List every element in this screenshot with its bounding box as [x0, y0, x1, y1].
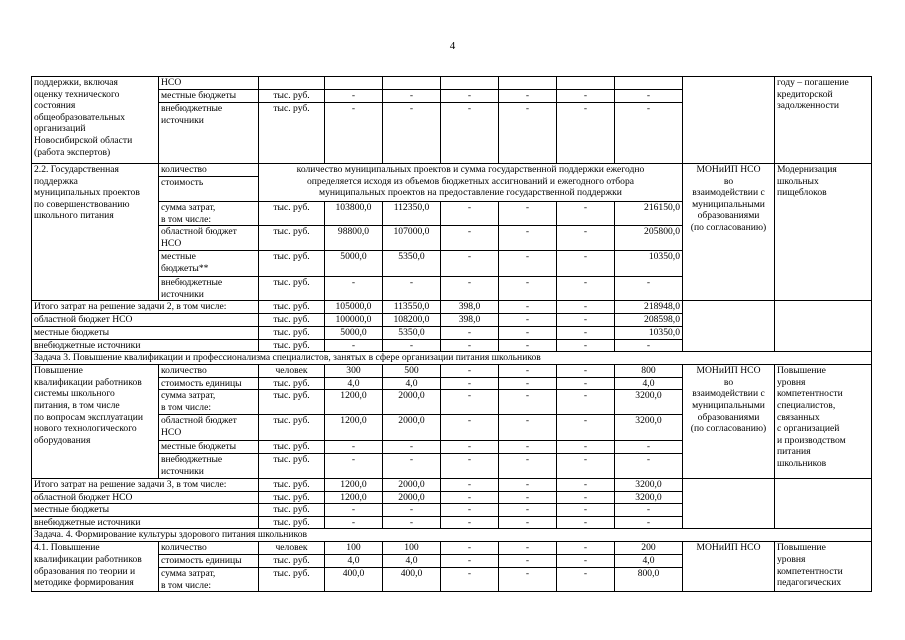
indicator-name: сумма затрат, в том числе: [159, 567, 259, 591]
unit-cell: тыс. руб. [259, 567, 325, 591]
merged-note: количество муниципальных проектов и сумма государственной поддержки ежегодно определяется исходя из объемов бюджетных ассигнований и ежегодного отбора муниципальных проектов на предоставление государственной поддержки [259, 164, 683, 202]
table-row: сумма затрат, в том числе: тыс. руб. 400,0 400,0 - - - 800,0 [32, 567, 872, 591]
expected-result: Повышение уровня компетентности специалистов, связанных с организацией и производством питания школьников [775, 365, 872, 478]
indicator-name: стоимость [159, 177, 259, 202]
indicator-name: внебюджетные источники [159, 103, 259, 164]
table-row: сумма затрат, в том числе: тыс. руб. 1200,0 2000,0 - - - 3200,0 [32, 390, 872, 415]
table-row: стоимость единицы тыс. руб. 4,0 4,0 - - - 4,0 [32, 555, 872, 568]
table-row: внебюджетные источники тыс. руб. - - - - - - [32, 454, 872, 478]
indicator-name: областной бюджет НСО [159, 415, 259, 441]
program-activities-table [31, 76, 872, 592]
unit-cell: тыс. руб. [259, 441, 325, 454]
table-row [32, 529, 872, 542]
expected-result: Повышение уровня компетентности педагогических [775, 542, 872, 592]
table-row: Итого затрат на решение задачи 2, в том числе: тыс. руб. 105000,0 113550,0 398,0 - - 218948,0 [32, 301, 872, 314]
page-number: 4 [449, 40, 456, 52]
unit-cell: тыс. руб. [259, 251, 325, 277]
executor-cell: МОНиИП НСО [683, 542, 775, 592]
unit-cell: тыс. руб. [259, 277, 325, 301]
indicator-name: количество [159, 542, 259, 555]
indicator-name: количество [159, 365, 259, 378]
executor-cell: МОНиИП НСО во взаимодействии с муниципальными образованиями (по согласованию) [683, 365, 775, 478]
executor-cell [683, 77, 775, 164]
indicator-name: внебюджетные источники [159, 277, 259, 301]
unit-cell: тыс. руб. [259, 202, 325, 226]
indicator-name: сумма затрат, в том числе: [159, 202, 259, 226]
activity-name: 2.2. Государственная поддержка муниципальных проектов по совершенствованию школьного питания [32, 164, 159, 301]
task-header: Задача. 4. Формирование культуры здорового питания школьников [32, 529, 872, 542]
indicator-name: внебюджетные источники [159, 454, 259, 478]
table-row: местные бюджеты тыс. руб. - - - - - - [32, 90, 872, 103]
table-row: местные бюджеты** тыс. руб. 5000,0 5350,0 - - - 10350,0 [32, 251, 872, 277]
unit-cell: тыс. руб. [259, 103, 325, 164]
table-row: сумма затрат, в том числе: тыс. руб. 103800,0 112350,0 - - - 216150,0 [32, 202, 872, 226]
table-row: местные бюджеты тыс. руб. 5000,0 5350,0 - - - 10350,0 [32, 326, 872, 339]
expected-result: Модернизация школьных пищеблоков [775, 164, 872, 301]
table-row [32, 164, 872, 177]
table-row: Повышение квалификации работников системы школьного питания, в том числе по вопросам эксплуатации нового технологического оборудования количество человек 300 500 - - - 800 МОНиИП НСО во взаимодействии с муниципальными образованиями (по согласованию) Повышение уровня компетентности специалистов, связанных с организацией и производством питания школьников [32, 365, 872, 378]
table-row: местные бюджеты тыс. руб. - - - - - - [32, 441, 872, 454]
indicator-name: стоимость единицы [159, 555, 259, 568]
indicator-name: местные бюджеты [159, 90, 259, 103]
table-row: областной бюджет НСО тыс. руб. 100000,0 108200,0 398,0 - - 208598,0 [32, 314, 872, 327]
table-row [32, 77, 872, 90]
unit-cell: тыс. руб. [259, 377, 325, 390]
unit-cell: тыс. руб. [259, 90, 325, 103]
unit-cell: человек [259, 542, 325, 555]
expected-result: году – погашение кредиторской задолженности [775, 77, 872, 164]
indicator-name: стоимость единицы [159, 377, 259, 390]
total-label: Итого затрат на решение задачи 2, в том числе: [32, 301, 259, 314]
table-row: внебюджетные источники тыс. руб. - - - - - - [32, 516, 872, 529]
unit-cell: тыс. руб. [259, 415, 325, 441]
table-row: внебюджетные источники тыс. руб. - - - - - - [32, 277, 872, 301]
activity-name: Повышение квалификации работников системы школьного питания, в том числе по вопросам эксплуатации нового технологического оборудования [32, 365, 159, 478]
activity-name: 4.1. Повышение квалификации работников образования по теории и методике формирования [32, 542, 159, 592]
unit-cell: тыс. руб. [259, 390, 325, 415]
indicator-name: количество [159, 164, 259, 177]
executor-cell: МОНиИП НСО во взаимодействии с муниципальными образованиями (по согласованию) [683, 164, 775, 301]
indicator-name: местные бюджеты [159, 441, 259, 454]
activity-name: поддержки, включая оценку технического состояния общеобразовательных организаций Новосибирской области (работа экспертов) [32, 77, 159, 164]
unit-cell: человек [259, 365, 325, 378]
table-row: областной бюджет НСО тыс. руб. 1200,0 2000,0 - - - 3200,0 [32, 415, 872, 441]
table-row: внебюджетные источники тыс. руб. - - - - - - [32, 103, 872, 164]
table-row: Итого затрат на решение задачи 3, в том числе: тыс. руб. 1200,0 2000,0 - - - 3200,0 [32, 478, 872, 491]
table-row: местные бюджеты тыс. руб. - - - - - - [32, 504, 872, 517]
table-row: внебюджетные источники тыс. руб. - - - - - - [32, 339, 872, 352]
indicator-name: областной бюджет НСО [159, 226, 259, 251]
table-row: 4.1. Повышение квалификации работников образования по теории и методике формирования количество человек 100 100 - - - 200 МОНиИП НСО Повышение уровня компетентности педагогических [32, 542, 872, 555]
task-header: Задача 3. Повышение квалификации и профессионализма специалистов, занятых в сфере организации питания школьников [32, 352, 872, 365]
unit-cell: тыс. руб. [259, 454, 325, 478]
table-row: областной бюджет НСО тыс. руб. 1200,0 2000,0 - - - 3200,0 [32, 491, 872, 504]
unit-cell: тыс. руб. [259, 226, 325, 251]
indicator-name: местные бюджеты** [159, 251, 259, 277]
indicator-name: сумма затрат, в том числе: [159, 390, 259, 415]
indicator-name: НСО [159, 77, 259, 90]
unit-cell: тыс. руб. [259, 555, 325, 568]
table-row: областной бюджет НСО тыс. руб. 98800,0 107000,0 - - - 205800,0 [32, 226, 872, 251]
total-label: Итого затрат на решение задачи 3, в том числе: [32, 478, 259, 491]
table-row [32, 352, 872, 365]
table-row: стоимость единицы тыс. руб. 4,0 4,0 - - - 4,0 [32, 377, 872, 390]
